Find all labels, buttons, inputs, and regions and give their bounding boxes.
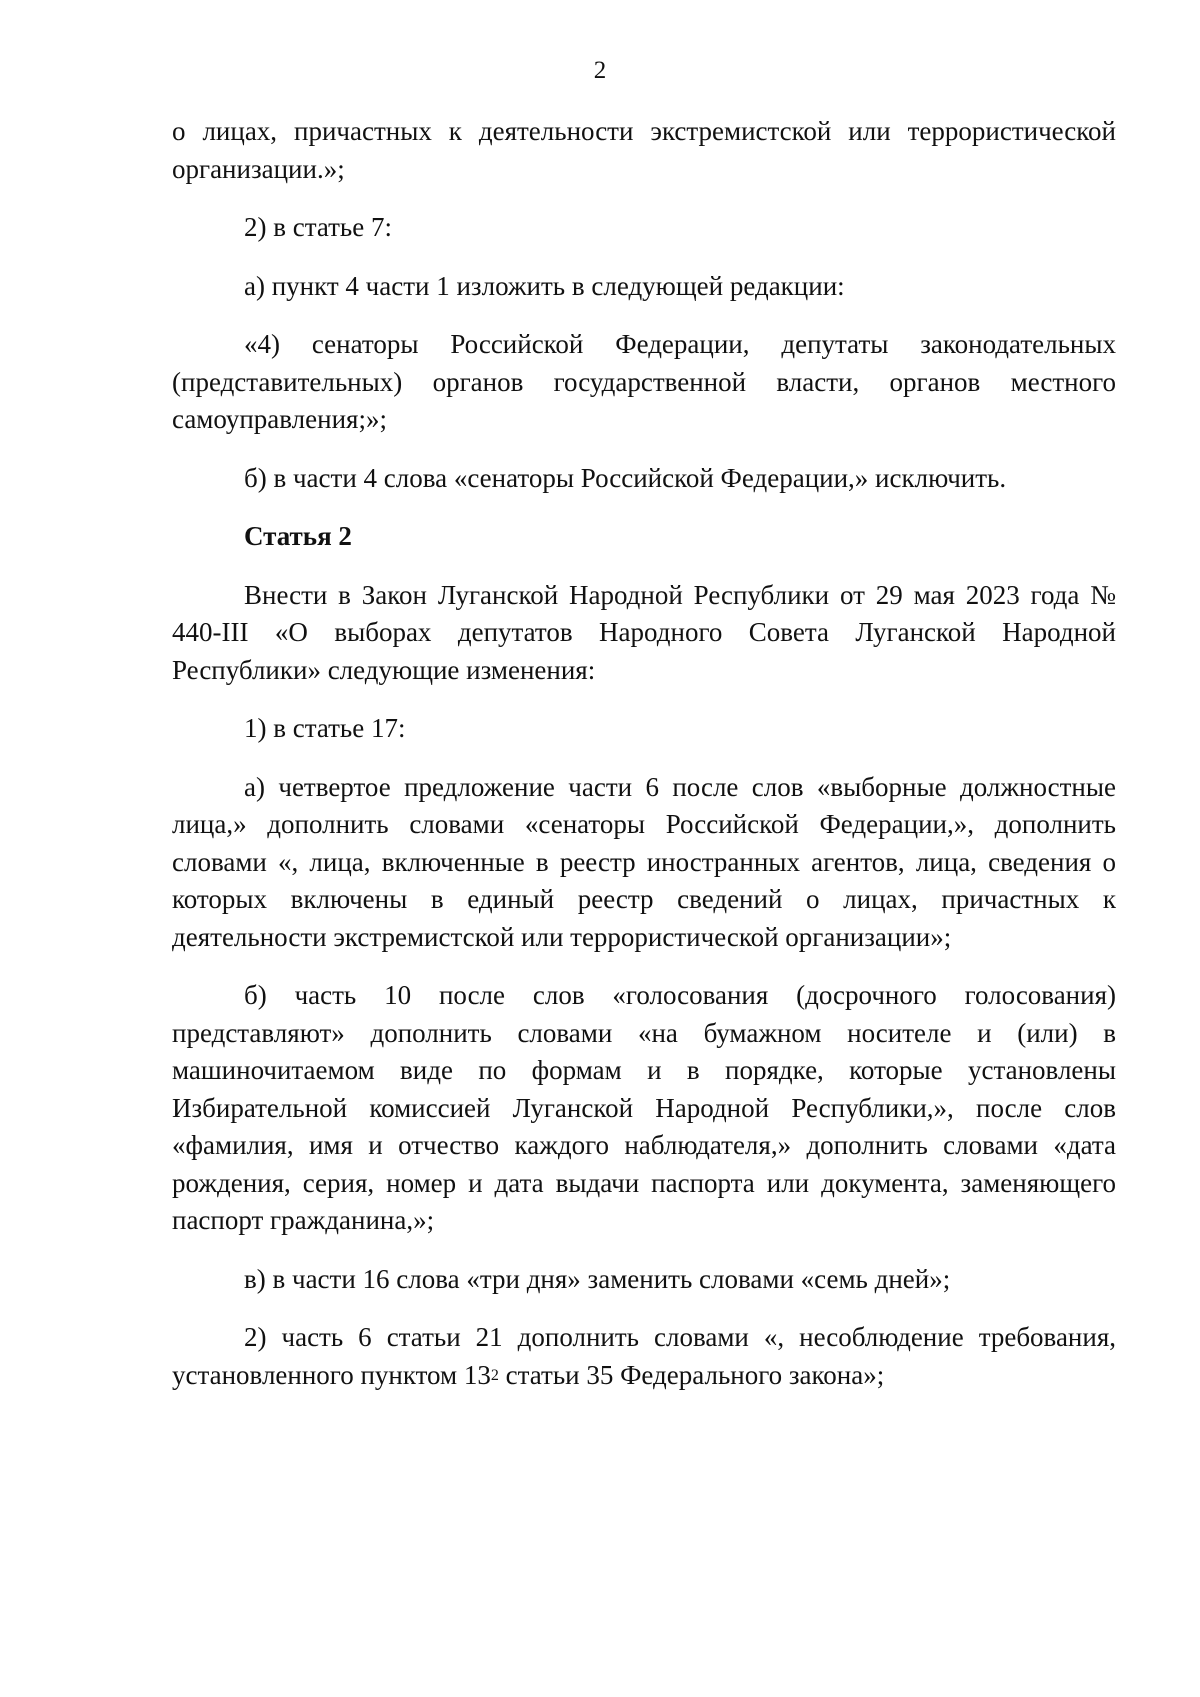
paragraph-subitem-a: а) пункт 4 части 1 изложить в следующей редакции: xyxy=(244,270,845,301)
paragraph-text-after-sup: статьи 35 Федерального закона»; xyxy=(498,1359,885,1390)
document-body xyxy=(172,113,1116,1415)
paragraph-item-1: 1) в статье 17: xyxy=(244,713,406,743)
paragraph-subitem-a-2: а) четвертое предложение части 6 после слов «выборные должностные лица,» дополнить словами «сенаторы Российской Федерации,», дополнить словами «, лица, включенные в реестр иностранных агентов, лица, сведения о которых включены в единый реестр сведений о лицах, причастных к деятельности экстремистской или террористической организации»; xyxy=(172,771,1116,952)
paragraph-subitem-b: б) в части 4 слова «сенаторы Российской Федерации,» исключить. xyxy=(244,462,1007,493)
paragraph-continuation: о лицах, причастных к деятельности экстремистской или террористической организации.»; xyxy=(172,116,1116,184)
paragraph-subitem-v: в) в части 16 слова «три дня» заменить словами «семь дней»; xyxy=(244,1263,951,1294)
paragraph-subitem-b-2: б) часть 10 после слов «голосования (досрочного голосования) представляют» дополнить словами «на бумажном носителе и (или) в машиночитаемом виде по формам и в порядке, которые установлены Избирательной комиссией Луганской Народной Республики,», после слов «фамилия, имя и отчество каждого наблюдателя,» дополнить словами «дата рождения, серия, номер и дата выдачи паспорта или документа, заменяющего паспорт гражданина,»; xyxy=(172,980,1116,1235)
superscript: 2 xyxy=(490,1366,499,1384)
paragraph-text-before-sup: 2) часть 6 статьи 21 дополнить словами «, несоблюдение требования, установленного пунктом 13 xyxy=(172,1322,1116,1390)
paragraph-item-2: 2) в статье 7: xyxy=(244,212,392,242)
paragraph-item-2-article-21 xyxy=(172,1319,1116,1394)
paragraph-quoted-item-4: «4) сенаторы Российской Федерации, депутаты законодательных (представительных) органов государственной власти, органов местного самоуправления;»; xyxy=(172,329,1116,434)
page-number: 2 xyxy=(593,57,607,84)
article-heading: Статья 2 xyxy=(244,521,352,551)
paragraph-article-2-intro: Внести в Закон Луганской Народной Республики от 29 мая 2023 года № 440-III «О выборах депутатов Народного Совета Луганской Народной Республики» следующие изменения: xyxy=(172,579,1116,685)
